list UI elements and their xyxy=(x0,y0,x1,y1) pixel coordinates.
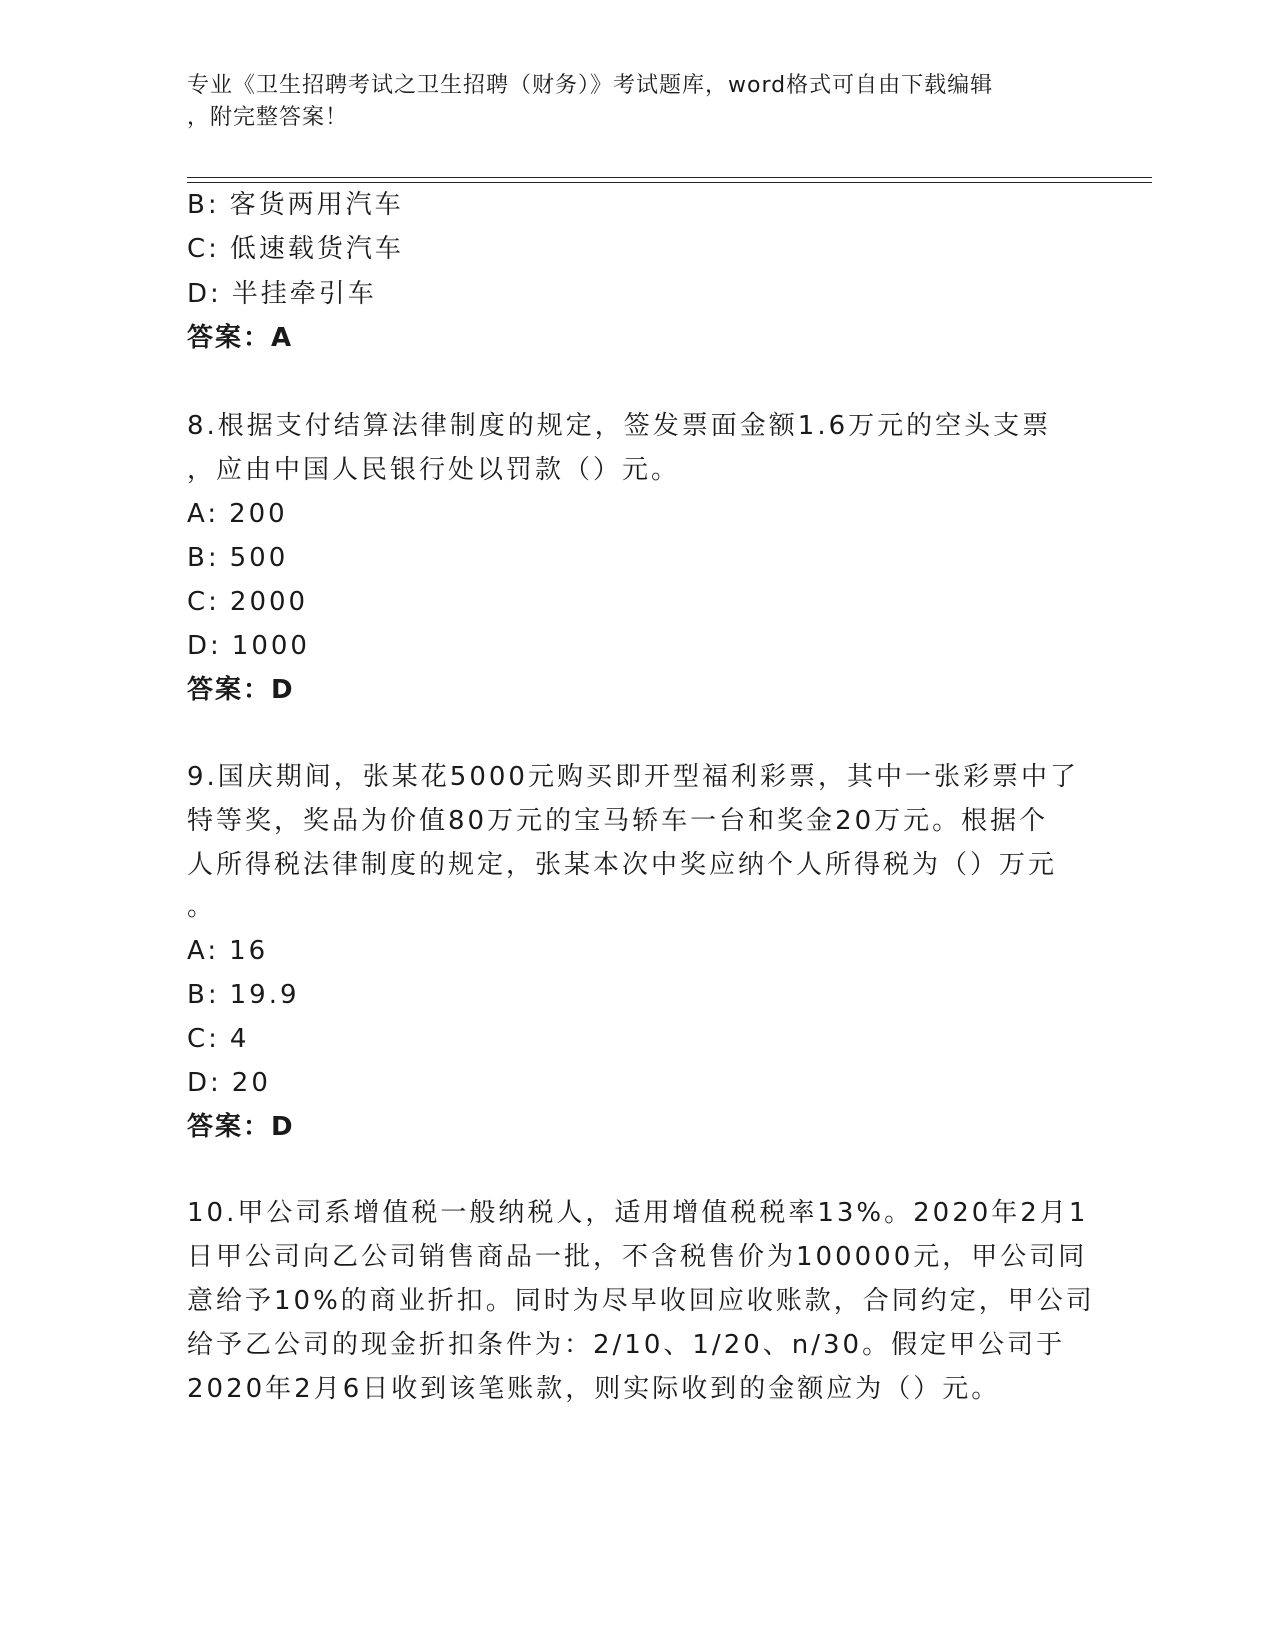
q8-stem-line-2: ，应由中国人民银行处以罚款（）元。 xyxy=(187,455,681,485)
q8-option-b xyxy=(187,543,288,573)
option-text: 半挂牵引车 xyxy=(231,279,377,309)
option-text: 16 xyxy=(229,936,269,966)
option-letter: D: xyxy=(187,279,222,309)
option-text: 200 xyxy=(229,499,288,529)
q9-stem-line-4: 。 xyxy=(187,892,217,922)
q10-stem-line-1: 10.甲公司系增值税一般纳税人，适用增值税税率13%。2020年2月1 xyxy=(187,1198,1089,1228)
header-divider-bottom xyxy=(187,182,1152,183)
option-text: 500 xyxy=(229,543,289,573)
option-letter: C: xyxy=(187,1024,220,1054)
q7-option-b xyxy=(187,190,404,220)
option-letter: A: xyxy=(187,936,220,966)
option-text: 20 xyxy=(231,1068,271,1098)
q10-stem-line-3: 意给予10%的商业折扣。同时为尽早收回应收账款，合同约定，甲公司 xyxy=(187,1286,1095,1316)
option-text: 2000 xyxy=(229,587,309,617)
q8-option-c xyxy=(187,587,308,617)
q10-stem-line-4: 给予乙公司的现金折扣条件为：2/10、1/20、n/30。假定甲公司于 xyxy=(187,1330,1066,1360)
q9-stem-line-3: 人所得税法律制度的规定，张某本次中奖应纳个人所得税为（）万元 xyxy=(187,850,1058,880)
option-letter: C: xyxy=(187,234,220,264)
option-text: 4 xyxy=(229,1024,250,1054)
option-letter: C: xyxy=(187,587,220,617)
option-text: 19.9 xyxy=(229,980,300,1010)
option-letter: A: xyxy=(187,499,220,529)
q9-option-b xyxy=(187,980,300,1010)
option-text: 低速载货汽车 xyxy=(229,234,404,264)
q9-stem-line-2: 特等奖，奖品为价值80万元的宝马轿车一台和奖金20万元。根据个 xyxy=(187,806,1049,836)
option-letter: D: xyxy=(187,631,222,661)
q8-answer: 答案：D xyxy=(187,675,295,705)
q10-stem-line-2: 日甲公司向乙公司销售商品一批，不含税售价为100000元，甲公司同 xyxy=(187,1242,1088,1272)
option-letter: D: xyxy=(187,1068,222,1098)
option-text: 客货两用汽车 xyxy=(229,190,404,220)
q7-option-d xyxy=(187,279,377,309)
q9-option-a xyxy=(187,936,268,966)
q7-answer: 答案：A xyxy=(187,323,294,353)
q7-option-c xyxy=(187,234,404,264)
q8-option-a xyxy=(187,499,288,529)
q8-option-d xyxy=(187,631,310,661)
q9-option-c xyxy=(187,1024,249,1054)
option-text: 1000 xyxy=(231,631,310,661)
header-divider-top xyxy=(187,177,1152,178)
option-letter: B: xyxy=(187,190,220,220)
q9-stem-line-1: 9.国庆期间，张某花5000元购买即开型福利彩票，其中一张彩票中了 xyxy=(187,762,1079,792)
q10-stem-line-5: 2020年2月6日收到该笔账款，则实际收到的金额应为（）元。 xyxy=(187,1374,1001,1404)
header-line-2: ，附完整答案！ xyxy=(187,105,349,130)
option-letter: B: xyxy=(187,543,220,573)
header-line-1: 专业《卫生招聘考试之卫生招聘（财务）》考试题库，word格式可自由下载编辑 xyxy=(187,73,994,98)
q8-stem-line-1: 8.根据支付结算法律制度的规定，签发票面金额1.6万元的空头支票 xyxy=(187,411,1052,441)
option-letter: B: xyxy=(187,980,220,1010)
q9-option-d xyxy=(187,1068,271,1098)
document-header xyxy=(187,70,1067,134)
q9-answer: 答案：D xyxy=(187,1112,295,1142)
